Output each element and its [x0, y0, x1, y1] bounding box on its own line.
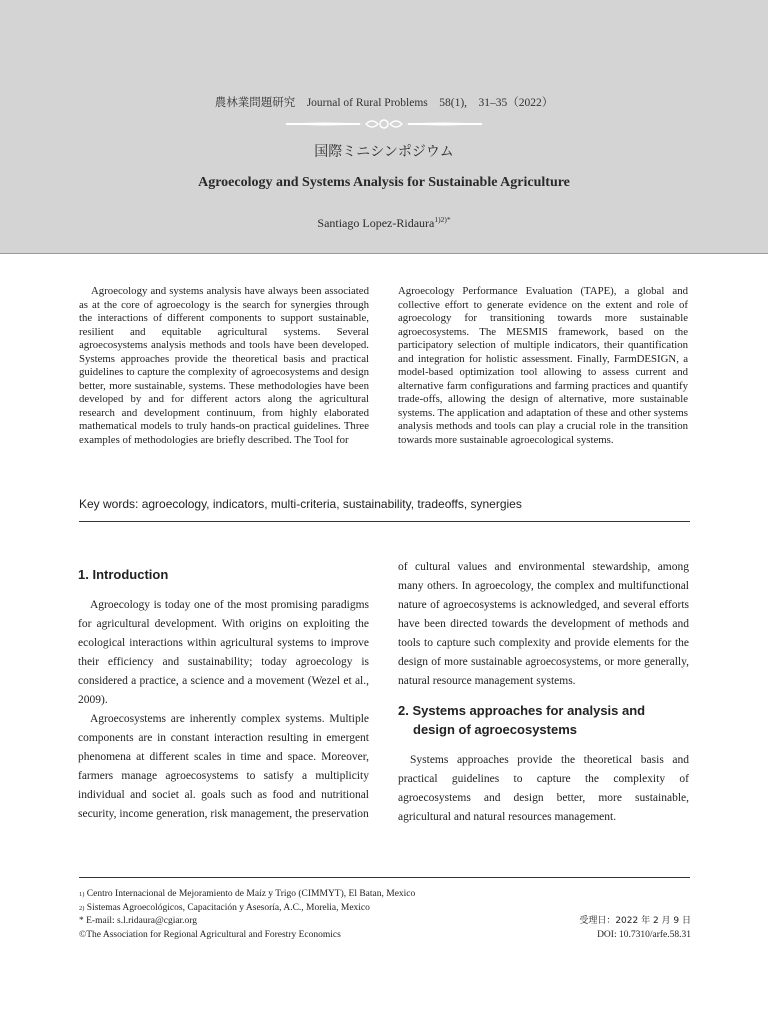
doi: DOI: 10.7310/arfe.58.31 — [597, 929, 691, 940]
section-1-paragraph-1: Agroecology is today one of the most promising paradigms for agricultural development. With origins on exploiting the ecological interactions within agricultural systems to improve their efficiency and sustainability; today agroecology is considered a practice, a science and a movement (Wezel et al., 2009). — [78, 599, 369, 706]
keywords: Key words: agroecology, indicators, multi-criteria, sustainability, tradeoffs, synergies — [79, 497, 522, 511]
section-title-jp: 国際ミニシンポジウム — [314, 144, 454, 160]
section-1-heading: 1. Introduction — [78, 567, 169, 582]
keywords-divider — [79, 521, 690, 522]
footnote-email-row — [79, 915, 691, 929]
corresponding-email: * E-mail: s.l.ridaura@cgiar.org — [79, 916, 198, 926]
ornament-divider-icon — [284, 117, 484, 131]
section-2-heading — [398, 701, 689, 739]
footnote-divider — [79, 877, 690, 878]
section-2-heading-line-1: 2. Systems approaches for analysis and — [398, 703, 646, 718]
abstract-right-column: Agroecology Performance Evaluation (TAPE), a global and collective effort to generate evidence on the extent and role of agroecology for transitioning towards more sustainable agroecosystems. The MESMIS framework, based on the participatory selection of multiple indicators, their quantification and integration for holistic assessment. Finally, FarmDESIGN, a model-based optimization tool allowing to assess current and alternative farm configurations and farming practices and quantify trade-offs, allowing the design of alternative, more sustainable systems. The application and adaptation of these and other systems analysis methods and tools can play a crucial role in the transition towards more sustainable agroecological systems. — [398, 285, 688, 446]
footnote-1 — [79, 888, 691, 902]
section-2-paragraph-1: Systems approaches provide the theoretical basis and practical guidelines to capture the complexity of agroecosystems and design better, more sustainable, agricultural and natural resources management. — [398, 754, 689, 823]
copyright: ©The Association for Regional Agricultural and Forestry Economics — [79, 929, 341, 940]
header-band — [0, 0, 768, 254]
footnotes — [79, 888, 691, 942]
abstract-left-column: Agroecology and systems analysis have always been associated as at the core of agroecology is the search for synergies through the interactions of different components to support sustainable, resilient and equitable agricultural systems. Several agroecosystems analysis methods and tools have been developed. Systems approaches provide the theoretical basis and practical guidelines to capture the complexity of agroecosystems and design better, more sustainable, systems. These methodologies have been developed by and for different actors along the agricultural research and development continuum, from highly elaborated mathematical models to truly hands-on practical guidelines. Three examples of methodologies are briefly described. The Tool for — [79, 285, 369, 446]
body-left-column — [78, 565, 369, 824]
footnote-copyright-row — [79, 929, 691, 943]
footnote-2 — [79, 902, 691, 916]
body-right-column — [398, 558, 689, 827]
author-name: Santiago Lopez-Ridaura — [317, 216, 435, 230]
journal-citation: 農林業問題研究 Journal of Rural Problems 58(1), 31–35（2022） — [214, 97, 554, 109]
section-1-paragraph-2-continued: of cultural values and environmental stewardship, among many others. In agroecology, the complex and multifunctional nature of agroecosystems is acknowledged, and several efforts have been directed towards the development of methods and tools to capture such complexity and provide elements for the design of more sustainable agroecosystems, or more generally, natural resource management systems. — [398, 561, 689, 687]
footnote-2-text: Sistemas Agroecológicos, Capacitación y Asesoría, A.C., Morelia, Mexico — [86, 902, 370, 913]
section-1-paragraph-2: Agroecosystems are inherently complex systems. Multiple components are in constant interaction resulting in emergent phenomena at different scales in time and space. Moreover, farmers manage agroecosystems to satisfy a multiplicity individual and societ al. goals such as food and nutritional security, income generation, risk management, the preservation — [78, 713, 369, 820]
footnote-1-mark: 1) — [79, 891, 85, 898]
received-date: 受理日：2022 年 2 月 9 日 — [579, 916, 691, 926]
footnote-2-mark: 2) — [79, 904, 85, 912]
section-2-heading-line-2: design of agroecosystems — [413, 722, 577, 737]
footnote-1-text: Centro Internacional de Mejoramiento de Maíz y Trigo (CIMMYT), El Batan, Mexico — [86, 889, 416, 899]
author-affiliation-marks: 1)2)* — [434, 215, 451, 224]
author-line — [0, 216, 768, 231]
article-title: Agroecology and Systems Analysis for Sustainable Agriculture — [198, 175, 570, 190]
